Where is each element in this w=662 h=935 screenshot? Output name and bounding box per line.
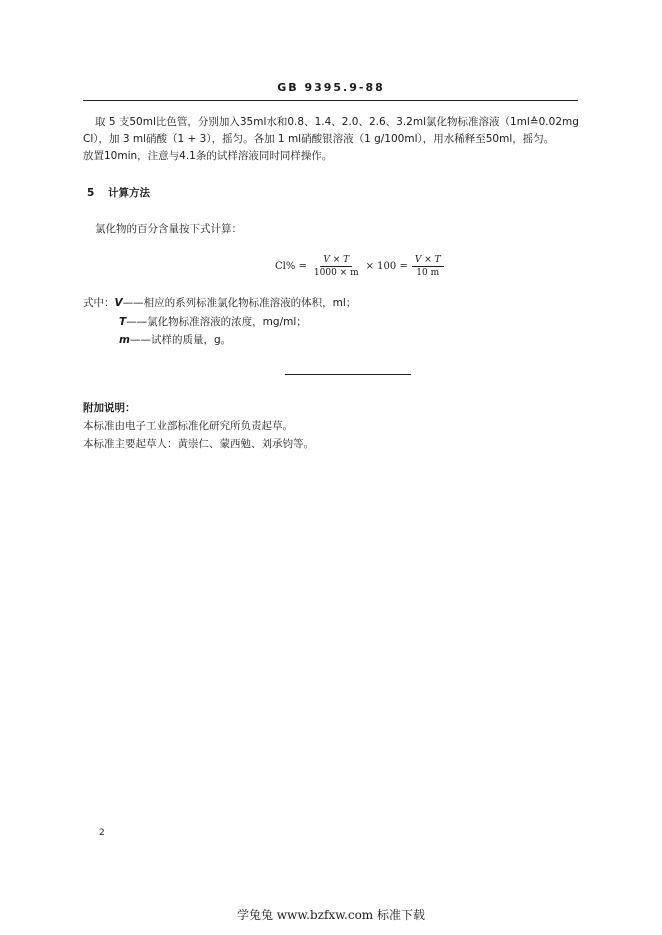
chloride-formula xyxy=(275,250,444,282)
formula-fraction-2 xyxy=(412,255,444,278)
notes-line-1: 本标准由电子工业部标准化研究所负责起草。 xyxy=(83,420,293,432)
symbol-v-description: ——相应的系列标准氯化物标准溶液的体积，ml； xyxy=(122,297,357,309)
symbol-v: V xyxy=(114,297,123,309)
fraction-1-numerator: V × T xyxy=(320,255,352,267)
page-number: 2 xyxy=(99,828,105,838)
symbol-t-description: ——氯化物标准溶液的浓度，mg/ml； xyxy=(126,316,307,328)
procedure-line-1: 取 5 支50ml比色管，分别加入35ml水和0.8、1.4、2.0、2.6、3.2ml氯化物标准溶液（1ml≙0.02mg xyxy=(95,116,579,128)
formula-lhs: Cl% = xyxy=(275,260,307,272)
fraction-1-denominator: 1000 × m xyxy=(313,267,359,278)
procedure-line-2: Cl），加 3 ml硝酸（1 + 3），摇匀。各加 1 ml硝酸银溶液（1 g/100ml），用水稀释至50ml，摇匀。 xyxy=(83,133,555,145)
header-rule xyxy=(83,100,578,101)
notes-line-2: 本标准主要起草人：黄崇仁、蒙西勉、刘承钧等。 xyxy=(83,438,314,450)
section-5-number: 5 xyxy=(87,187,95,199)
where-line-t xyxy=(119,315,307,329)
calculation-intro: 氯化物的百分含量按下式计算： xyxy=(95,223,242,235)
notes-title: 附加说明： xyxy=(83,402,136,414)
fraction-2-denominator: 10 m xyxy=(416,267,440,278)
document-header-code: GB 9395.9-88 xyxy=(277,81,385,94)
where-line-m xyxy=(119,333,231,347)
section-separator xyxy=(285,374,411,375)
symbol-m-description: ——试样的质量，g。 xyxy=(129,334,232,346)
where-line-v xyxy=(83,296,356,310)
section-5-title: 计算方法 xyxy=(108,187,150,199)
footer-watermark: 学兔兔 www.bzfxw.com 标准下载 xyxy=(236,908,426,922)
formula-multiplier: × 100 = xyxy=(365,260,408,272)
fraction-2-numerator: V × T xyxy=(412,255,444,267)
formula-fraction-1 xyxy=(311,255,362,278)
procedure-line-3: 放置10min，注意与4.1条的试样溶液同时同样操作。 xyxy=(83,150,333,162)
symbol-t: T xyxy=(119,316,127,328)
where-prefix: 式中： xyxy=(83,297,115,309)
symbol-m: m xyxy=(119,334,130,346)
